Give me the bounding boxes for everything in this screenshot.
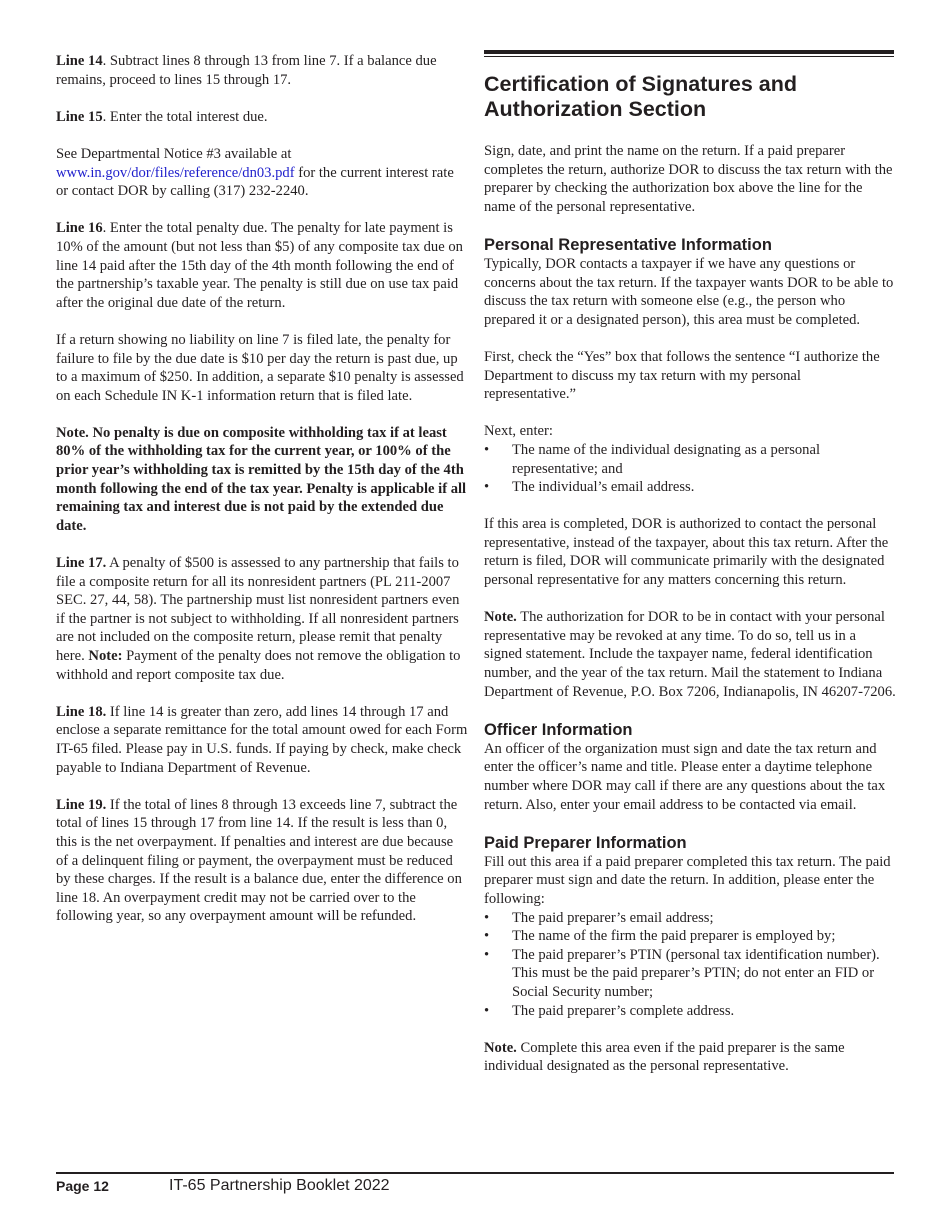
line19-paragraph: Line 19. If the total of lines 8 through 13 exceeds line 7, subtract the total of lines 15 through 17 from line 14. If the result is less than 0, this is the net overpayment. If penalties and interest are due because of a delinquent filing or payment, the overpayment must be reduced by these charges. If the result is a balance due, enter the difference on line 18. An overpayment credit may not be carried over to the following year, so any overpayment amount will be refunded. bbox=[56, 796, 462, 925]
no-liability-paragraph: If a return showing no liability on line 7 is filed late, the penalty for failure to file by the due date is $10 per day the return is past due, up to a maximum of $250. In addition, a separate $10 penalty is assessed on each Schedule IN K-1 information return that is filed late. bbox=[56, 331, 464, 404]
officer-text: An officer of the organization must sign and date the tax return and enter the officer’s name and title. Please enter a daytime telephone number where DOR may call if there are any questions about the tax return. Also, enter your email address to be contacted via email. bbox=[484, 740, 886, 813]
list-item: • The name of the individual designating as a personal representative; and bbox=[484, 441, 821, 477]
personal-rep-p3: If this area is completed, DOR is authorized to contact the personal representative, instead of the taxpayer, about this tax return. After the return is filed, DOR will communicate primarily with the designated personal representative for any matters concerning this return. bbox=[484, 516, 889, 589]
certification-heading: Certification of Signatures and Authorization Section bbox=[484, 72, 797, 121]
line15-paragraph: Line 15. Enter the total interest due. bbox=[56, 108, 268, 125]
personal-rep-p2: First, check the “Yes” box that follows the sentence “I authorize the Department to discuss my tax return with my personal representative.” bbox=[484, 348, 880, 403]
next-enter-label: Next, enter: bbox=[484, 423, 553, 440]
personal-rep-note: Note. The authorization for DOR to be in contact with your personal representative may be revoked at any time. To do so, tell us in a signed statement. Include the taxpayer name, federal identification number, and the year of the tax return. Mail the statement to Indiana Department of Revenue, P.O. Box 7206, Indianapolis, IN 46207-7206. bbox=[484, 609, 896, 700]
penalty-note: Note. No penalty is due on composite withholding tax if at least 80% of the withholding tax for the current year, or 100% of the prior year’s withholding tax is remitted by the 15th day of the 4th month following the end of the tax year. Penalty is applicable if all remaining tax and interest due is not paid by the extended due date. bbox=[56, 424, 467, 534]
footer-rule bbox=[56, 1172, 894, 1174]
line17-paragraph: Line 17. A penalty of $500 is assessed to any partnership that fails to file a composite return for all its nonresident partners (PL 211-2007 SEC. 27, 44, 58). The partnership must list nonresident partners even if the partner is not subject to withholding. If all nonresident partners are not included on the composite return, please remit that penalty here. Note: Payment of the penalty does not remove the obligation to withhold and report composite tax due. bbox=[56, 555, 461, 683]
personal-rep-heading: Personal Representative Information bbox=[484, 235, 772, 254]
list-item: • The paid preparer’s PTIN (personal tax identification number). This must be the paid preparer’s PTIN; do not enter an FID or Social Security number; bbox=[484, 946, 880, 1000]
left-column bbox=[56, 0, 468, 945]
personal-rep-list bbox=[484, 441, 896, 497]
preparer-heading: Paid Preparer Information bbox=[484, 833, 687, 852]
booklet-title: IT-65 Partnership Booklet 2022 bbox=[169, 1177, 390, 1194]
preparer-text: Fill out this area if a paid preparer completed this tax return. The paid preparer must sign and date the return. In addition, please enter the following: bbox=[484, 853, 891, 907]
line16-paragraph: Line 16. Enter the total penalty due. The penalty for late payment is 10% of the amount (but not less than $5) of any composite tax due on line 14 paid after the 15th day of the 4th month following the end of the partnership’s taxable year. The penalty is still due on use tax paid after the original due date of the return. bbox=[56, 220, 463, 311]
page-number: Page 12 bbox=[56, 1178, 109, 1194]
officer-heading: Officer Information bbox=[484, 720, 633, 739]
preparer-list bbox=[484, 909, 896, 1021]
list-item: • The paid preparer’s complete address. bbox=[484, 1002, 735, 1019]
certification-intro: Sign, date, and print the name on the return. If a paid preparer completes the return, authorize DOR to discuss the tax return with the preparer by checking the authorization box above the line for the name of the personal representative. bbox=[484, 143, 893, 215]
preparer-note: Note. Complete this area even if the paid preparer is the same individual designated as the personal representative. bbox=[484, 1039, 845, 1075]
line18-paragraph: Line 18. If line 14 is greater than zero, add lines 14 through 17 and enclose a separate remittance for the total amount owed for each Form IT-65 filed. Please pay in U.S. funds. If paying by check, make check payable to Indiana Department of Revenue. bbox=[56, 703, 468, 776]
list-item: • The name of the firm the paid preparer is employed by; bbox=[484, 928, 836, 945]
list-item: • The paid preparer’s email address; bbox=[484, 909, 714, 926]
line14-paragraph: Line 14. Subtract lines 8 through 13 from line 7. If a balance due remains, proceed to lines 15 through 17. bbox=[56, 53, 437, 88]
notice-paragraph: See Departmental Notice #3 available at www.in.gov/dor/files/reference/dn03.pdf for the current interest rate or contact DOR by calling (317) 232-2240. bbox=[56, 145, 454, 200]
right-column bbox=[484, 0, 896, 1095]
list-item: • The individual’s email address. bbox=[484, 479, 695, 496]
personal-rep-p1: Typically, DOR contacts a taxpayer if we have any questions or concerns about the tax return. If the taxpayer wants DOR to be able to discuss the tax return with someone else (e.g., the person who prepared it or a designated person), this area must be completed. bbox=[484, 255, 894, 328]
notice-link[interactable]: www.in.gov/dor/files/reference/dn03.pdf bbox=[56, 164, 295, 181]
